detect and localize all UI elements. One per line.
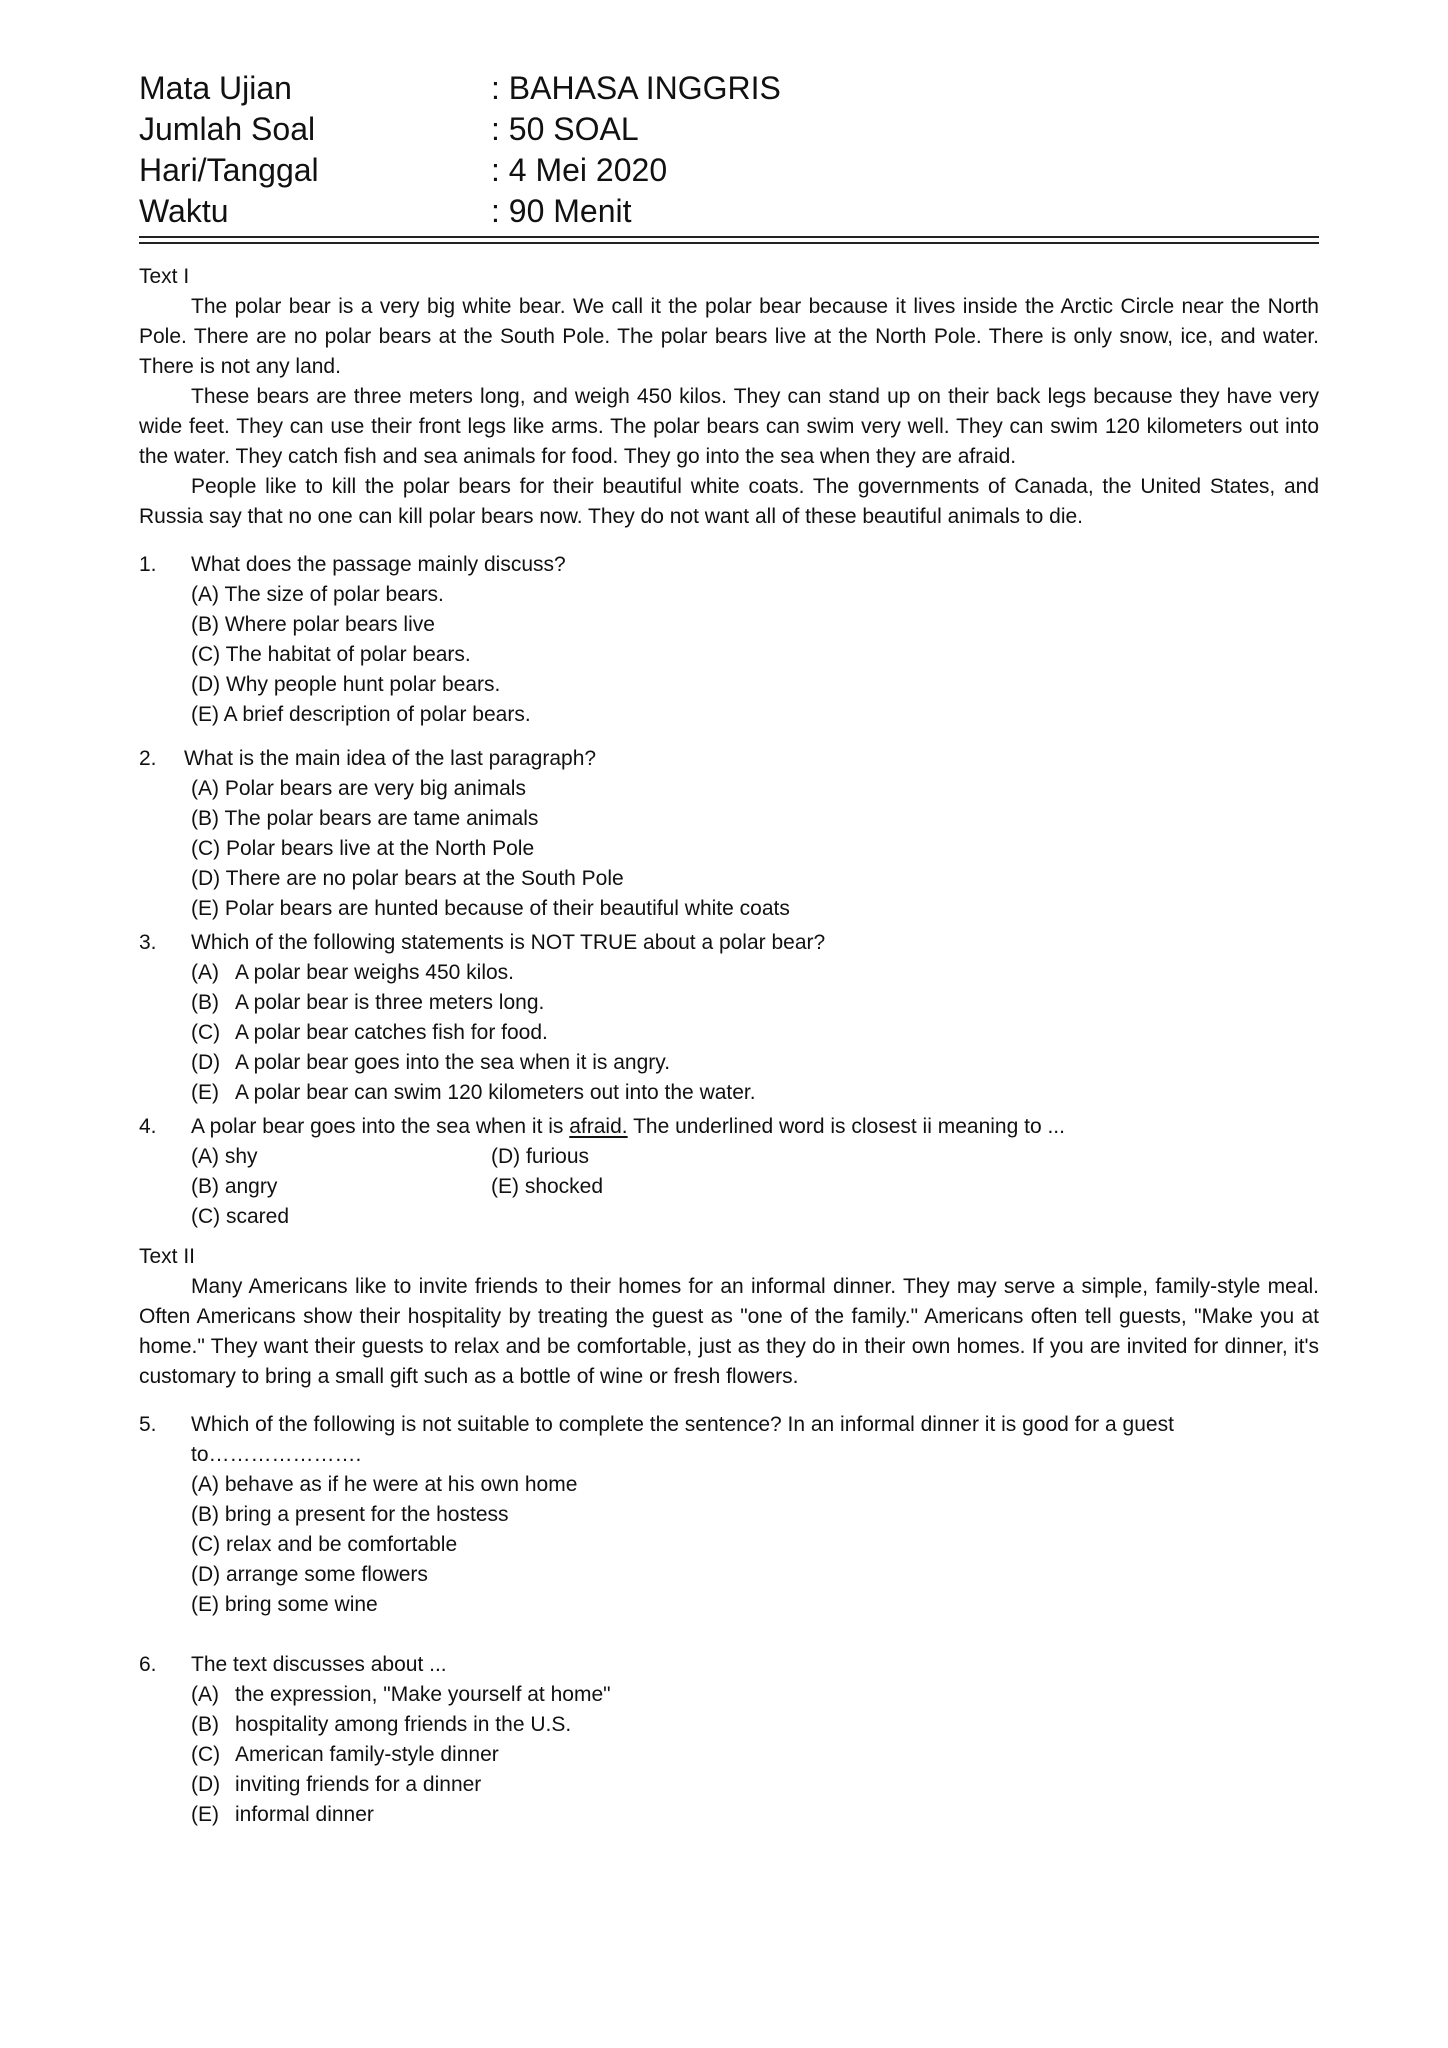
question-4 [139, 1112, 1319, 1232]
answer-option [139, 1710, 1319, 1740]
exam-content [139, 262, 1319, 1830]
header-label: Mata Ujian [139, 70, 292, 106]
question-text: What does the passage mainly discuss? [191, 553, 566, 576]
header-divider-top [139, 236, 1319, 238]
option-row [139, 1172, 1319, 1202]
answer-option [139, 988, 1319, 1018]
answer-option: (D) Why people hunt polar bears. [191, 673, 501, 696]
option-text: hospitality among friends in the U.S. [235, 1713, 572, 1736]
option-text: A polar bear can swim 120 kilometers out into the water. [235, 1081, 756, 1104]
text-2-heading: Text II [139, 1245, 196, 1268]
answer-option [139, 1018, 1319, 1048]
answer-option: (A) shy [191, 1145, 258, 1168]
answer-option: (C) Polar bears live at the North Pole [191, 837, 535, 860]
answer-option: (B) bring a present for the hostess [191, 1503, 509, 1526]
question-number: 4. [139, 1115, 157, 1138]
answer-option: (A) Polar bears are very big animals [191, 777, 526, 800]
option-letter: (D) [191, 1773, 221, 1796]
option-letter: (C) [191, 1021, 221, 1044]
question-number: 5. [139, 1413, 157, 1436]
header-label: Waktu [139, 193, 229, 229]
option-letter: (B) [191, 991, 219, 1014]
header-label: Hari/Tanggal [139, 152, 319, 188]
answer-option [139, 1078, 1319, 1108]
answer-option: (E) A brief description of polar bears. [191, 703, 531, 726]
option-letter: (E) [191, 1081, 219, 1104]
question-6 [139, 1650, 1319, 1830]
answer-option: (D) There are no polar bears at the South Pole [191, 867, 624, 890]
answer-option: (C) scared [191, 1205, 290, 1228]
question-text-after: The underlined word is closest ii meaning to ... [627, 1115, 1065, 1138]
answer-option: (E) bring some wine [191, 1593, 378, 1616]
option-letter: (E) [191, 1803, 219, 1826]
answer-option [139, 1800, 1319, 1830]
question-text [191, 1112, 1319, 1142]
option-letter: (A) [191, 1683, 219, 1706]
question-3 [139, 928, 1319, 1108]
question-text-before: A polar bear goes into the sea when it is [191, 1115, 570, 1138]
header-row-time [139, 191, 1319, 232]
question-text: Which of the following statements is NOT TRUE about a polar bear? [191, 931, 826, 954]
answer-option: (C) relax and be comfortable [191, 1533, 458, 1556]
option-letter: (C) [191, 1743, 221, 1766]
answer-option [139, 1770, 1319, 1800]
option-text: A polar bear goes into the sea when it is angry. [235, 1051, 671, 1074]
option-letter: (B) [191, 1713, 219, 1736]
question-number: 1. [139, 553, 157, 576]
option-letter: (D) [191, 1051, 221, 1074]
header-value: : 90 Menit [491, 193, 632, 229]
option-text: the expression, "Make yourself at home" [235, 1683, 611, 1706]
option-row [139, 1142, 1319, 1172]
option-text: informal dinner [235, 1803, 374, 1826]
answer-option: (E) Polar bears are hunted because of their beautiful white coats [191, 897, 790, 920]
text-1-paragraph: The polar bear is a very big white bear. We call it the polar bear because it lives inside the Arctic Circle near the North Pole. There are no polar bears at the South Pole. The polar bears live at the North Pole. There is only snow, ice, and water. There is not any land. [139, 295, 1319, 378]
option-text: inviting friends for a dinner [235, 1773, 482, 1796]
header-value: : BAHASA INGGRIS [491, 70, 781, 106]
answer-option [139, 1680, 1319, 1710]
question-text: What is the main idea of the last paragraph? [184, 747, 597, 770]
question-text: Which of the following is not suitable to complete the sentence? In an informal dinner it is good for a guest [191, 1413, 1174, 1436]
answer-option: (A) behave as if he were at his own home [191, 1473, 578, 1496]
text-1-paragraph: These bears are three meters long, and weigh 450 kilos. They can stand up on their back legs because they have very wide feet. They can use their front legs like arms. The polar bears can swim very well. They can swim 120 kilometers out into the water. They catch fish and sea animals for food. They go into the sea when they are afraid. [139, 385, 1319, 468]
header-row-date [139, 150, 1319, 191]
header-value: : 50 SOAL [491, 111, 639, 147]
answer-option [139, 958, 1319, 988]
text-1-paragraph: People like to kill the polar bears for their beautiful white coats. The governments of Canada, the United States, and Russia say that no one can kill polar bears now. They do not want all of these beautiful animals to die. [139, 475, 1319, 528]
answer-option: (B) The polar bears are tame animals [191, 807, 539, 830]
question-5 [139, 1410, 1319, 1620]
option-text: A polar bear is three meters long. [235, 991, 545, 1014]
text-2-paragraph: Many Americans like to invite friends to their homes for an informal dinner. They may serve a simple, family-style meal. Often Americans show their hospitality by treating the guest as "one of the family." Americans often tell guests, "Make you at home." They want their guests to relax and be comfortable, just as they do in their own homes. If you are invited for dinner, it's customary to bring a small gift such as a bottle of wine or fresh flowers. [139, 1275, 1319, 1388]
question-1 [139, 550, 1319, 730]
question-number: 3. [139, 931, 157, 954]
question-text-continued: to…………………. [191, 1443, 362, 1466]
answer-option [139, 1740, 1319, 1770]
question-text: The text discusses about ... [191, 1653, 447, 1676]
option-text: A polar bear catches fish for food. [235, 1021, 548, 1044]
exam-header [139, 68, 1319, 232]
header-row-count [139, 109, 1319, 150]
header-row-subject [139, 68, 1319, 109]
header-value: : 4 Mei 2020 [491, 152, 668, 188]
answer-option: (B) angry [191, 1175, 278, 1198]
answer-option: (A) The size of polar bears. [191, 583, 444, 606]
answer-option: (B) Where polar bears live [191, 613, 435, 636]
option-letter: (A) [191, 961, 219, 984]
option-text: A polar bear weighs 450 kilos. [235, 961, 514, 984]
answer-option: (D) furious [491, 1145, 590, 1168]
text-1-heading: Text I [139, 265, 190, 288]
question-number: 2. [139, 747, 157, 770]
option-text: American family-style dinner [235, 1743, 499, 1766]
underlined-word: afraid. [569, 1115, 628, 1138]
header-label: Jumlah Soal [139, 111, 316, 147]
answer-option: (E) shocked [491, 1175, 604, 1198]
question-2 [139, 744, 1319, 924]
answer-option [139, 1048, 1319, 1078]
question-number: 6. [139, 1653, 157, 1676]
answer-option: (D) arrange some flowers [191, 1563, 428, 1586]
header-divider-bottom [139, 242, 1319, 244]
answer-option: (C) The habitat of polar bears. [191, 643, 471, 666]
